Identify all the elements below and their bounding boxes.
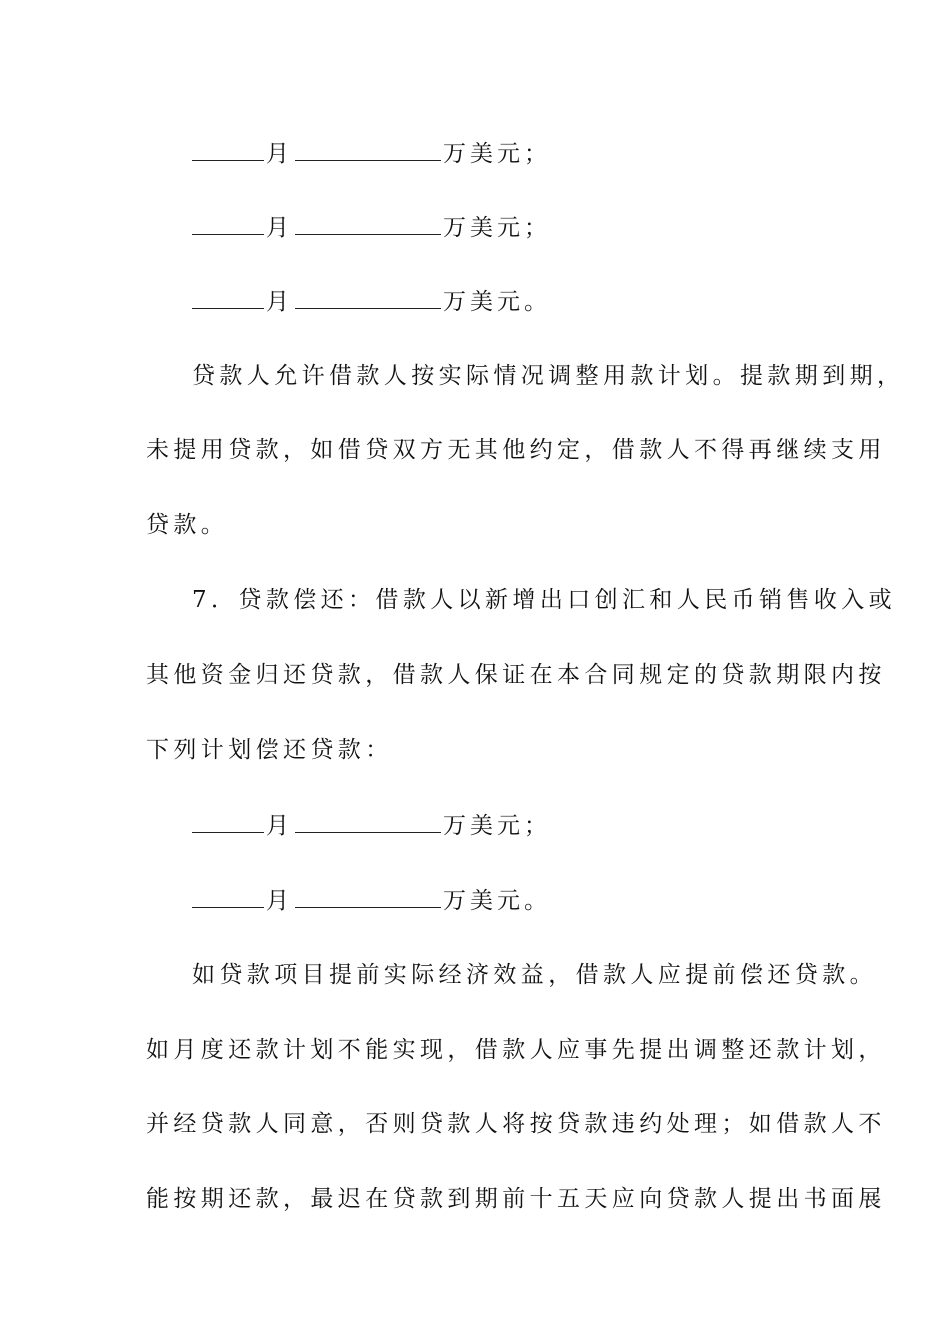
schedule-row bbox=[192, 286, 553, 317]
amount-blank bbox=[295, 138, 441, 161]
month-blank bbox=[192, 138, 264, 161]
amount-blank bbox=[295, 212, 441, 235]
schedule-row bbox=[192, 212, 553, 243]
amount-label: 万美元。 bbox=[443, 289, 551, 315]
amount-blank bbox=[295, 286, 441, 309]
amount-label: 万美元； bbox=[443, 813, 551, 839]
month-blank bbox=[192, 286, 264, 309]
paragraph-line: 7．贷款偿还：借款人以新增出口创汇和人民币销售收入或 bbox=[192, 587, 897, 613]
month-label: 月 bbox=[266, 888, 293, 914]
schedule-row bbox=[192, 810, 553, 841]
month-label: 月 bbox=[266, 813, 293, 839]
month-blank bbox=[192, 212, 264, 235]
paragraph-line: 如贷款项目提前实际经济效益，借款人应提前偿还贷款。 bbox=[192, 962, 877, 988]
amount-label: 万美元； bbox=[443, 141, 551, 167]
month-blank bbox=[192, 885, 264, 908]
month-label: 月 bbox=[266, 215, 293, 241]
amount-blank bbox=[295, 810, 441, 833]
month-label: 月 bbox=[266, 141, 293, 167]
paragraph-line: 并经贷款人同意，否则贷款人将按贷款违约处理；如借款人不 bbox=[146, 1111, 886, 1137]
paragraph-line: 贷款人允许借款人按实际情况调整用款计划。提款期到期， bbox=[192, 363, 905, 389]
month-label: 月 bbox=[266, 289, 293, 315]
paragraph-line: 下列计划偿还贷款： bbox=[146, 737, 393, 763]
amount-label: 万美元； bbox=[443, 215, 551, 241]
paragraph-line: 能按期还款，最迟在贷款到期前十五天应向贷款人提出书面展 bbox=[146, 1186, 886, 1212]
paragraph-line: 贷款。 bbox=[146, 512, 229, 538]
amount-label: 万美元。 bbox=[443, 888, 551, 914]
month-blank bbox=[192, 810, 264, 833]
amount-blank bbox=[295, 885, 441, 908]
paragraph-line: 其他资金归还贷款，借款人保证在本合同规定的贷款期限内按 bbox=[146, 662, 886, 688]
schedule-row bbox=[192, 885, 553, 916]
paragraph-line: 如月度还款计划不能实现，借款人应事先提出调整还款计划， bbox=[146, 1037, 886, 1063]
paragraph-line: 未提用贷款，如借贷双方无其他约定，借款人不得再继续支用 bbox=[146, 437, 886, 463]
schedule-row bbox=[192, 138, 553, 169]
